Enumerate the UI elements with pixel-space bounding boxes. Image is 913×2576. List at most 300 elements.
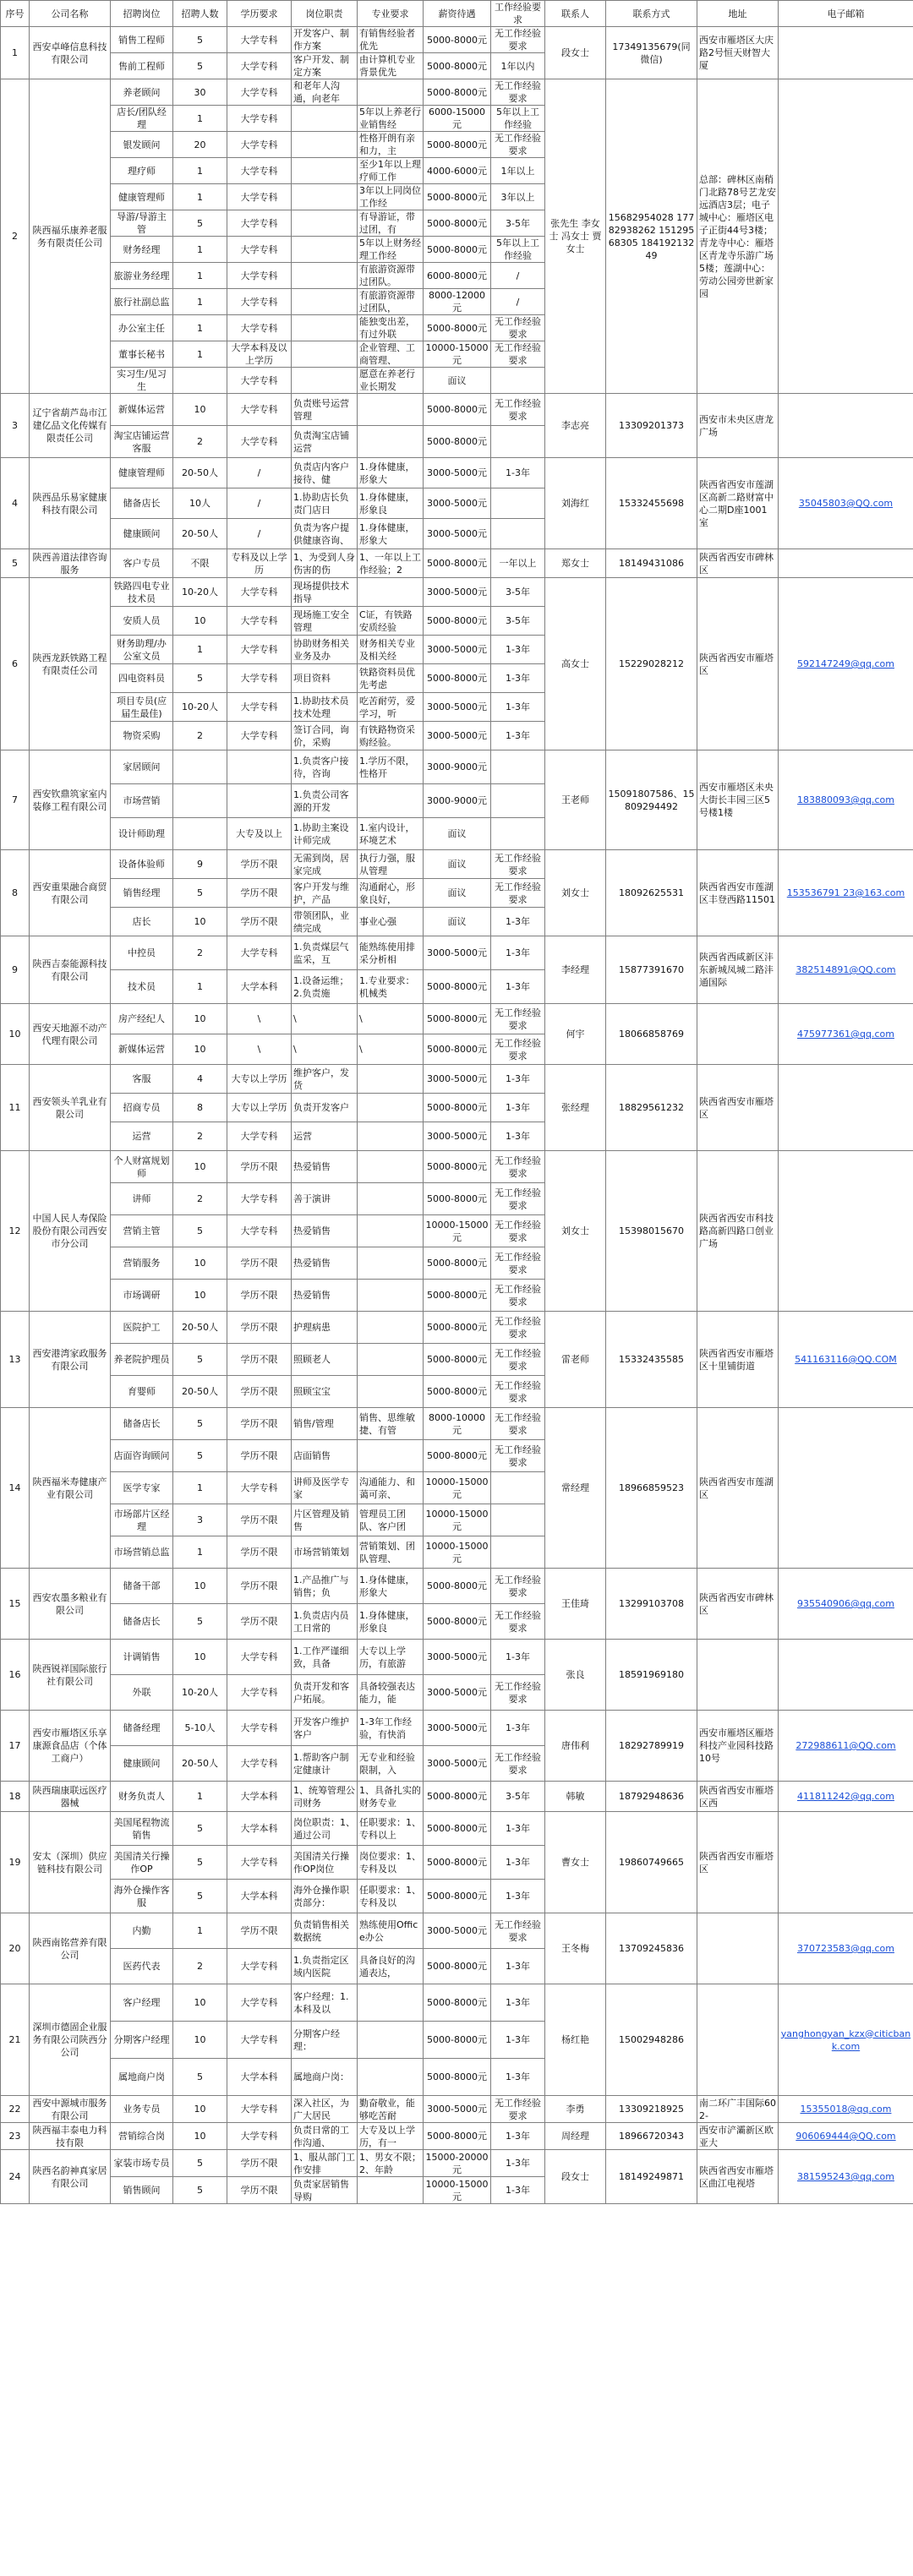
- position-cell: 实习生/见习生: [111, 368, 173, 394]
- contact-person-cell: 雷老师: [545, 1312, 606, 1408]
- index-cell: 2: [1, 79, 30, 394]
- email-link[interactable]: 411811242@qq.com: [797, 1791, 894, 1802]
- major-cell: [358, 426, 424, 458]
- headcount-cell: 10: [173, 1280, 227, 1312]
- major-cell: 1.身体健康，形象良: [358, 488, 424, 519]
- position-cell: 营销主管: [111, 1215, 173, 1247]
- position-cell: 美国清关行操作OP: [111, 1846, 173, 1880]
- headcount-cell: 5: [173, 2177, 227, 2204]
- education-cell: 学历不限: [227, 1151, 292, 1183]
- email-cell[interactable]: [779, 850, 913, 936]
- education-cell: 学历不限: [227, 1376, 292, 1408]
- email-link[interactable]: 475977361@qq.com: [797, 1029, 894, 1040]
- index-cell: 21: [1, 1984, 30, 2096]
- major-cell: 具备较强表达能力，能: [358, 1675, 424, 1711]
- email-cell: [779, 1065, 913, 1151]
- major-cell: 销售、思维敏捷、有管: [358, 1408, 424, 1440]
- salary-cell: 面议: [424, 908, 491, 936]
- salary-cell: 5000-8000元: [424, 2059, 491, 2096]
- duty-cell: 护理病患: [292, 1312, 358, 1344]
- salary-cell: 5000-8000元: [424, 1440, 491, 1472]
- major-cell: [358, 1440, 424, 1472]
- table-row: [1, 1569, 913, 1604]
- address-cell: 西安市雁塔区大庆路2号恒天财智大厦: [697, 27, 779, 79]
- education-cell: [227, 750, 292, 784]
- table-row: [1, 394, 913, 426]
- experience-cell: 1-3年: [491, 458, 545, 488]
- education-cell: 大学专科: [227, 1122, 292, 1151]
- position-cell: 设计师助理: [111, 818, 173, 850]
- headcount-cell: 5: [173, 879, 227, 908]
- position-cell: 旅游业务经理: [111, 263, 173, 289]
- salary-cell: 8000-12000元: [424, 289, 491, 315]
- duty-cell: \: [292, 1034, 358, 1065]
- salary-cell: 10000-15000元: [424, 1215, 491, 1247]
- experience-cell: 1-3年: [491, 936, 545, 970]
- major-cell: 沟通耐心，形象良好，: [358, 879, 424, 908]
- headcount-cell: 5: [173, 2059, 227, 2096]
- salary-cell: 5000-8000元: [424, 1004, 491, 1034]
- major-cell: 能独变出差，有过外联: [358, 315, 424, 341]
- company-cell: 西安重果融合商贸有限公司: [30, 850, 111, 936]
- headcount-cell: 1: [173, 970, 227, 1004]
- experience-cell: 3-5年: [491, 607, 545, 636]
- education-cell: 大学专科: [227, 263, 292, 289]
- experience-cell: 无工作经验要求: [491, 1034, 545, 1065]
- headcount-cell: [173, 784, 227, 818]
- headcount-cell: 10: [173, 2022, 227, 2059]
- salary-cell: 3000-5000元: [424, 722, 491, 750]
- salary-cell: 3000-9000元: [424, 784, 491, 818]
- salary-cell: 15000-20000元: [424, 2150, 491, 2177]
- position-cell: 安质人员: [111, 607, 173, 636]
- phone-cell: 18792948636: [606, 1782, 697, 1812]
- address-cell: 陕西省西安市雁塔区: [697, 1812, 779, 1913]
- education-cell: 学历不限: [227, 1536, 292, 1569]
- email-cell[interactable]: [779, 1569, 913, 1640]
- salary-cell: 5000-8000元: [424, 1812, 491, 1846]
- major-cell: [358, 1280, 424, 1312]
- experience-cell: 1-3年: [491, 2150, 545, 2177]
- education-cell: 大学专科: [227, 27, 292, 53]
- experience-cell: 1-3年: [491, 1640, 545, 1675]
- index-cell: 16: [1, 1640, 30, 1711]
- major-cell: 无专业和经验限制，入: [358, 1746, 424, 1782]
- position-cell: 分期客户经理: [111, 2022, 173, 2059]
- education-cell: 学历不限: [227, 1504, 292, 1536]
- headcount-cell: 10: [173, 1569, 227, 1604]
- education-cell: 大学专科: [227, 1675, 292, 1711]
- education-cell: 大学专科: [227, 1472, 292, 1504]
- headcount-cell: 5: [173, 1344, 227, 1376]
- contact-person-cell: 张先生 李女士 冯女士 贾女士: [545, 79, 606, 394]
- major-cell: 1-3年工作经验，有快消: [358, 1711, 424, 1746]
- duty-cell: 负责日常的工作沟通、: [292, 2123, 358, 2150]
- headcount-cell: 5: [173, 27, 227, 53]
- headcount-cell: 10: [173, 2096, 227, 2123]
- duty-cell: 1、统筹管理公司财务: [292, 1782, 358, 1812]
- education-cell: 学历不限: [227, 1280, 292, 1312]
- headcount-cell: 不限: [173, 549, 227, 578]
- education-cell: 大学专科: [227, 237, 292, 263]
- experience-cell: /: [491, 263, 545, 289]
- headcount-cell: 10-20人: [173, 1675, 227, 1711]
- salary-cell: 5000-8000元: [424, 2123, 491, 2150]
- salary-cell: 5000-8000元: [424, 1034, 491, 1065]
- education-cell: 大学本科: [227, 1880, 292, 1913]
- major-cell: [358, 1151, 424, 1183]
- index-cell: 17: [1, 1711, 30, 1782]
- email-link[interactable]: 592147249@qq.com: [797, 658, 894, 669]
- education-cell: 学历不限: [227, 1569, 292, 1604]
- experience-cell: 1-3年: [491, 2022, 545, 2059]
- index-cell: 24: [1, 2150, 30, 2204]
- experience-cell: 1-3年: [491, 1880, 545, 1913]
- email-cell[interactable]: [779, 1004, 913, 1065]
- major-cell: [358, 1122, 424, 1151]
- salary-cell: 3000-5000元: [424, 488, 491, 519]
- salary-cell: 3000-5000元: [424, 458, 491, 488]
- position-cell: 销售经理: [111, 879, 173, 908]
- position-cell: 讲师: [111, 1183, 173, 1215]
- position-cell: 市场营销总监: [111, 1536, 173, 1569]
- experience-cell: 无工作经验要求: [491, 879, 545, 908]
- education-cell: 大学专科: [227, 636, 292, 664]
- duty-cell: 运营: [292, 1122, 358, 1151]
- column-header: 岗位职责: [292, 1, 358, 27]
- index-cell: 23: [1, 2123, 30, 2150]
- company-cell: 陕西福丰泰电力科技有限: [30, 2123, 111, 2150]
- email-cell[interactable]: [779, 1312, 913, 1408]
- salary-cell: 5000-8000元: [424, 1880, 491, 1913]
- company-cell: 西安港湾家政服务有限公司: [30, 1312, 111, 1408]
- headcount-cell: 1: [173, 106, 227, 132]
- duty-cell: 负责店内客户接待、健: [292, 458, 358, 488]
- position-cell: 储备经理: [111, 1711, 173, 1746]
- duty-cell: 1.协助技术员技术处理: [292, 693, 358, 722]
- table-body: [1, 27, 913, 2204]
- position-cell: 办公室主任: [111, 315, 173, 341]
- salary-cell: 5000-8000元: [424, 1247, 491, 1280]
- contact-person-cell: 何宇: [545, 1004, 606, 1065]
- major-cell: 1、男女不限；2、年龄: [358, 2150, 424, 2177]
- email-cell[interactable]: [779, 2096, 913, 2123]
- email-link[interactable]: 906069444@QQ.com: [795, 2131, 896, 2142]
- index-cell: 19: [1, 1812, 30, 1913]
- duty-cell: [292, 106, 358, 132]
- headcount-cell: 2: [173, 722, 227, 750]
- education-cell: 大学专科: [227, 426, 292, 458]
- email-link[interactable]: 35045803@QQ.com: [798, 498, 894, 509]
- table-row: [1, 2096, 913, 2123]
- experience-cell: 1-3年: [491, 693, 545, 722]
- position-cell: 财务助理/办公室文员: [111, 636, 173, 664]
- phone-cell: 17349135679(同微信): [606, 27, 697, 79]
- address-cell: 陕西省西安市莲湖区: [697, 1408, 779, 1569]
- phone-cell: 18092625531: [606, 850, 697, 936]
- duty-cell: [292, 210, 358, 237]
- education-cell: 学历不限: [227, 908, 292, 936]
- duty-cell: [292, 368, 358, 394]
- contact-person-cell: 李勇: [545, 2096, 606, 2123]
- position-cell: 财务负责人: [111, 1782, 173, 1812]
- major-cell: [358, 1094, 424, 1122]
- email-link[interactable]: 382514891@QQ.com: [795, 964, 896, 975]
- salary-cell: 5000-8000元: [424, 1344, 491, 1376]
- major-cell: [358, 1984, 424, 2022]
- major-cell: \: [358, 1004, 424, 1034]
- education-cell: 大学专科: [227, 106, 292, 132]
- headcount-cell: 2: [173, 1122, 227, 1151]
- table-row: [1, 1782, 913, 1812]
- major-cell: 由计算机专业背景优先: [358, 53, 424, 79]
- email-cell[interactable]: [779, 1711, 913, 1782]
- experience-cell: 1-3年: [491, 970, 545, 1004]
- major-cell: [358, 1215, 424, 1247]
- email-cell[interactable]: [779, 2123, 913, 2150]
- duty-cell: 热爱销售: [292, 1151, 358, 1183]
- email-cell: [779, 1151, 913, 1312]
- address-cell: [697, 1004, 779, 1065]
- major-cell: 岗位要求：1、专科及以: [358, 1846, 424, 1880]
- headcount-cell: 3: [173, 1504, 227, 1536]
- headcount-cell: 4: [173, 1065, 227, 1094]
- experience-cell: 1-3年: [491, 1065, 545, 1094]
- duty-cell: 热爱销售: [292, 1280, 358, 1312]
- email-cell[interactable]: [779, 458, 913, 549]
- education-cell: 大学专科: [227, 53, 292, 79]
- headcount-cell: 1: [173, 636, 227, 664]
- duty-cell: 岗位职责：1、通过公司: [292, 1812, 358, 1846]
- email-cell: [779, 79, 913, 394]
- salary-cell: 3000-5000元: [424, 1913, 491, 1949]
- experience-cell: 1-3年: [491, 908, 545, 936]
- index-cell: 6: [1, 578, 30, 750]
- headcount-cell: 5: [173, 1846, 227, 1880]
- headcount-cell: 1: [173, 237, 227, 263]
- duty-cell: 开发客户、制作方案: [292, 27, 358, 53]
- duty-cell: [292, 132, 358, 158]
- headcount-cell: 10: [173, 1034, 227, 1065]
- experience-cell: 1-3年: [491, 636, 545, 664]
- headcount-cell: 20-50人: [173, 519, 227, 549]
- position-cell: 售前工程师: [111, 53, 173, 79]
- company-cell: 西安钦鼎筑家室内装修工程有限公司: [30, 750, 111, 850]
- company-cell: 深圳市德固企业服务有限公司陕西分公司: [30, 1984, 111, 2096]
- duty-cell: 项目资料: [292, 664, 358, 693]
- position-cell: 储备店长: [111, 1408, 173, 1440]
- headcount-cell: 20: [173, 132, 227, 158]
- contact-person-cell: 王佳琦: [545, 1569, 606, 1640]
- education-cell: 大学专科: [227, 607, 292, 636]
- duty-cell: 分期客户经理：: [292, 2022, 358, 2059]
- duty-cell: 市场营销策划: [292, 1536, 358, 1569]
- headcount-cell: [173, 368, 227, 394]
- education-cell: 大学专科: [227, 1984, 292, 2022]
- email-link[interactable]: 153536791 23@163.com: [786, 887, 905, 898]
- company-cell: 中国人民人寿保险股份有限公司西安市分公司: [30, 1151, 111, 1312]
- major-cell: [358, 79, 424, 106]
- email-link[interactable]: 272988611@QQ.com: [795, 1740, 896, 1751]
- major-cell: 至少1年以上理疗师工作: [358, 158, 424, 184]
- email-cell[interactable]: [779, 2150, 913, 2204]
- education-cell: 学历不限: [227, 1604, 292, 1640]
- headcount-cell: 9: [173, 850, 227, 879]
- email-cell[interactable]: [779, 578, 913, 750]
- experience-cell: 1年以内: [491, 53, 545, 79]
- address-cell: 陕西省西咸新区沣东新城凤城二路沣通国际: [697, 936, 779, 1004]
- company-cell: 西安天地源不动产代理有限公司: [30, 1004, 111, 1065]
- contact-person-cell: 张经理: [545, 1065, 606, 1151]
- column-header: 联系人: [545, 1, 606, 27]
- phone-cell: 15229028212: [606, 578, 697, 750]
- duty-cell: [292, 263, 358, 289]
- address-cell: 陕西省西安市雁塔区十里铺街道: [697, 1312, 779, 1408]
- index-cell: 18: [1, 1782, 30, 1812]
- contact-person-cell: 段女士: [545, 2150, 606, 2204]
- email-cell[interactable]: [779, 1913, 913, 1984]
- email-link[interactable]: 370723583@qq.com: [797, 1943, 894, 1954]
- salary-cell: 3000-5000元: [424, 636, 491, 664]
- experience-cell: 无工作经验要求: [491, 27, 545, 53]
- index-cell: 5: [1, 549, 30, 578]
- experience-cell: 无工作经验要求: [491, 1408, 545, 1440]
- major-cell: 有导游证，带过团，有: [358, 210, 424, 237]
- email-cell[interactable]: [779, 936, 913, 1004]
- contact-person-cell: 李志亮: [545, 394, 606, 458]
- experience-cell: 无工作经验要求: [491, 79, 545, 106]
- major-cell: 1、具备扎实的财务专业: [358, 1782, 424, 1812]
- duty-cell: 1.工作严谨细致，具备: [292, 1640, 358, 1675]
- position-cell: 健康管理师: [111, 458, 173, 488]
- contact-person-cell: 曹女士: [545, 1812, 606, 1913]
- email-link[interactable]: 541163116@QQ.COM: [795, 1354, 897, 1365]
- contact-person-cell: 段女士: [545, 27, 606, 79]
- email-link[interactable]: 935540906@qq.com: [797, 1598, 894, 1609]
- experience-cell: 无工作经验要求: [491, 341, 545, 368]
- position-cell: 医学专家: [111, 1472, 173, 1504]
- major-cell: 企业管理、工商管理、: [358, 341, 424, 368]
- company-cell: 陕西锐祥国际旅行社有限公司: [30, 1640, 111, 1711]
- index-cell: 4: [1, 458, 30, 549]
- major-cell: [358, 394, 424, 426]
- position-cell: 理疗师: [111, 158, 173, 184]
- address-cell: 西安市雁塔区雁塔科技产业园科技路10号: [697, 1711, 779, 1782]
- phone-cell: 19860749665: [606, 1812, 697, 1913]
- email-link[interactable]: 381595243@qq.com: [797, 2171, 894, 2182]
- experience-cell: 无工作经验要求: [491, 315, 545, 341]
- major-cell: [358, 1183, 424, 1215]
- duty-cell: 善于演讲: [292, 1183, 358, 1215]
- company-cell: 陕西福乐康养老服务有限责任公司: [30, 79, 111, 394]
- index-cell: 7: [1, 750, 30, 850]
- email-link[interactable]: 15355018@qq.com: [800, 2104, 892, 2115]
- education-cell: 学历不限: [227, 2177, 292, 2204]
- company-cell: 陕西福米寿健康产业有限公司: [30, 1408, 111, 1569]
- salary-cell: 3000-5000元: [424, 936, 491, 970]
- headcount-cell: 1: [173, 1536, 227, 1569]
- major-cell: 1.室内设计，环境艺术: [358, 818, 424, 850]
- position-cell: 新媒体运营: [111, 1034, 173, 1065]
- education-cell: 大学专科: [227, 1183, 292, 1215]
- position-cell: 家居顾问: [111, 750, 173, 784]
- duty-cell: 现场提供技术指导: [292, 578, 358, 607]
- salary-cell: 5000-8000元: [424, 210, 491, 237]
- salary-cell: 5000-8000元: [424, 1183, 491, 1215]
- experience-cell: 1-3年: [491, 2123, 545, 2150]
- education-cell: 大学专科: [227, 664, 292, 693]
- duty-cell: 负责为客户提供健康咨询、: [292, 519, 358, 549]
- phone-cell: 18149431086: [606, 549, 697, 578]
- company-cell: 陕西瑞康联远医疗器械: [30, 1782, 111, 1812]
- position-cell: 铁路四电专业技术员: [111, 578, 173, 607]
- education-cell: 学历不限: [227, 1344, 292, 1376]
- salary-cell: 3000-5000元: [424, 693, 491, 722]
- duty-cell: 1、服从部门工作安排: [292, 2150, 358, 2177]
- duty-cell: 协助财务相关业务及办: [292, 636, 358, 664]
- salary-cell: 5000-8000元: [424, 1280, 491, 1312]
- position-cell: 美国尾程物流销售: [111, 1812, 173, 1846]
- major-cell: C证，有铁路安质经验: [358, 607, 424, 636]
- duty-cell: 负责开发和客户拓展。: [292, 1675, 358, 1711]
- experience-cell: 5年以上工作经验: [491, 237, 545, 263]
- phone-cell: 15398015670: [606, 1151, 697, 1312]
- experience-cell: 无工作经验要求: [491, 1604, 545, 1640]
- duty-cell: 照顾老人: [292, 1344, 358, 1376]
- position-cell: 银发顾问: [111, 132, 173, 158]
- duty-cell: 1、为受到人身伤害的伤: [292, 549, 358, 578]
- position-cell: 客户专员: [111, 549, 173, 578]
- major-cell: [358, 2022, 424, 2059]
- duty-cell: 客户经理：1.本科及以: [292, 1984, 358, 2022]
- education-cell: 大学专科: [227, 394, 292, 426]
- duty-cell: \: [292, 1004, 358, 1034]
- education-cell: [227, 784, 292, 818]
- address-cell: 西安市雁塔区未央大街长丰园三区5号楼1楼: [697, 750, 779, 850]
- headcount-cell: 10-20人: [173, 693, 227, 722]
- position-cell: 外联: [111, 1675, 173, 1711]
- email-link[interactable]: 183880093@qq.com: [797, 794, 894, 805]
- position-cell: 医院护工: [111, 1312, 173, 1344]
- index-cell: 1: [1, 27, 30, 79]
- email-cell[interactable]: [779, 1984, 913, 2096]
- education-cell: 大学本科及以上学历: [227, 341, 292, 368]
- major-cell: 营销策划、团队管理、: [358, 1536, 424, 1569]
- position-cell: 养老院护理员: [111, 1344, 173, 1376]
- column-header: 薪资待遇: [424, 1, 491, 27]
- salary-cell: 5000-8000元: [424, 2022, 491, 2059]
- email-cell[interactable]: [779, 1782, 913, 1812]
- major-cell: 铁路资料员优先考虑: [358, 664, 424, 693]
- position-cell: 储备店长: [111, 1604, 173, 1640]
- phone-cell: 13709245836: [606, 1913, 697, 1984]
- duty-cell: 店面销售: [292, 1440, 358, 1472]
- duty-cell: 现场施工安全管理: [292, 607, 358, 636]
- address-cell: 陕西省西安市莲湖区高新二路财富中心二期D座1001室: [697, 458, 779, 549]
- education-cell: 专科及以上学历: [227, 549, 292, 578]
- major-cell: 愿意在养老行业长期发: [358, 368, 424, 394]
- email-cell: [779, 27, 913, 79]
- address-cell: 西安市浐灞新区欧亚大: [697, 2123, 779, 2150]
- email-link[interactable]: yanghongyan_kzx@citicbank.com: [780, 2028, 911, 2052]
- company-cell: 陕西品乐易家健康科技有限公司: [30, 458, 111, 549]
- experience-cell: 3-5年: [491, 578, 545, 607]
- duty-cell: 1.帮助客户制定健康计: [292, 1746, 358, 1782]
- email-cell[interactable]: [779, 750, 913, 850]
- salary-cell: 5000-8000元: [424, 1846, 491, 1880]
- position-cell: 个人财富规划师: [111, 1151, 173, 1183]
- email-cell: [779, 1812, 913, 1913]
